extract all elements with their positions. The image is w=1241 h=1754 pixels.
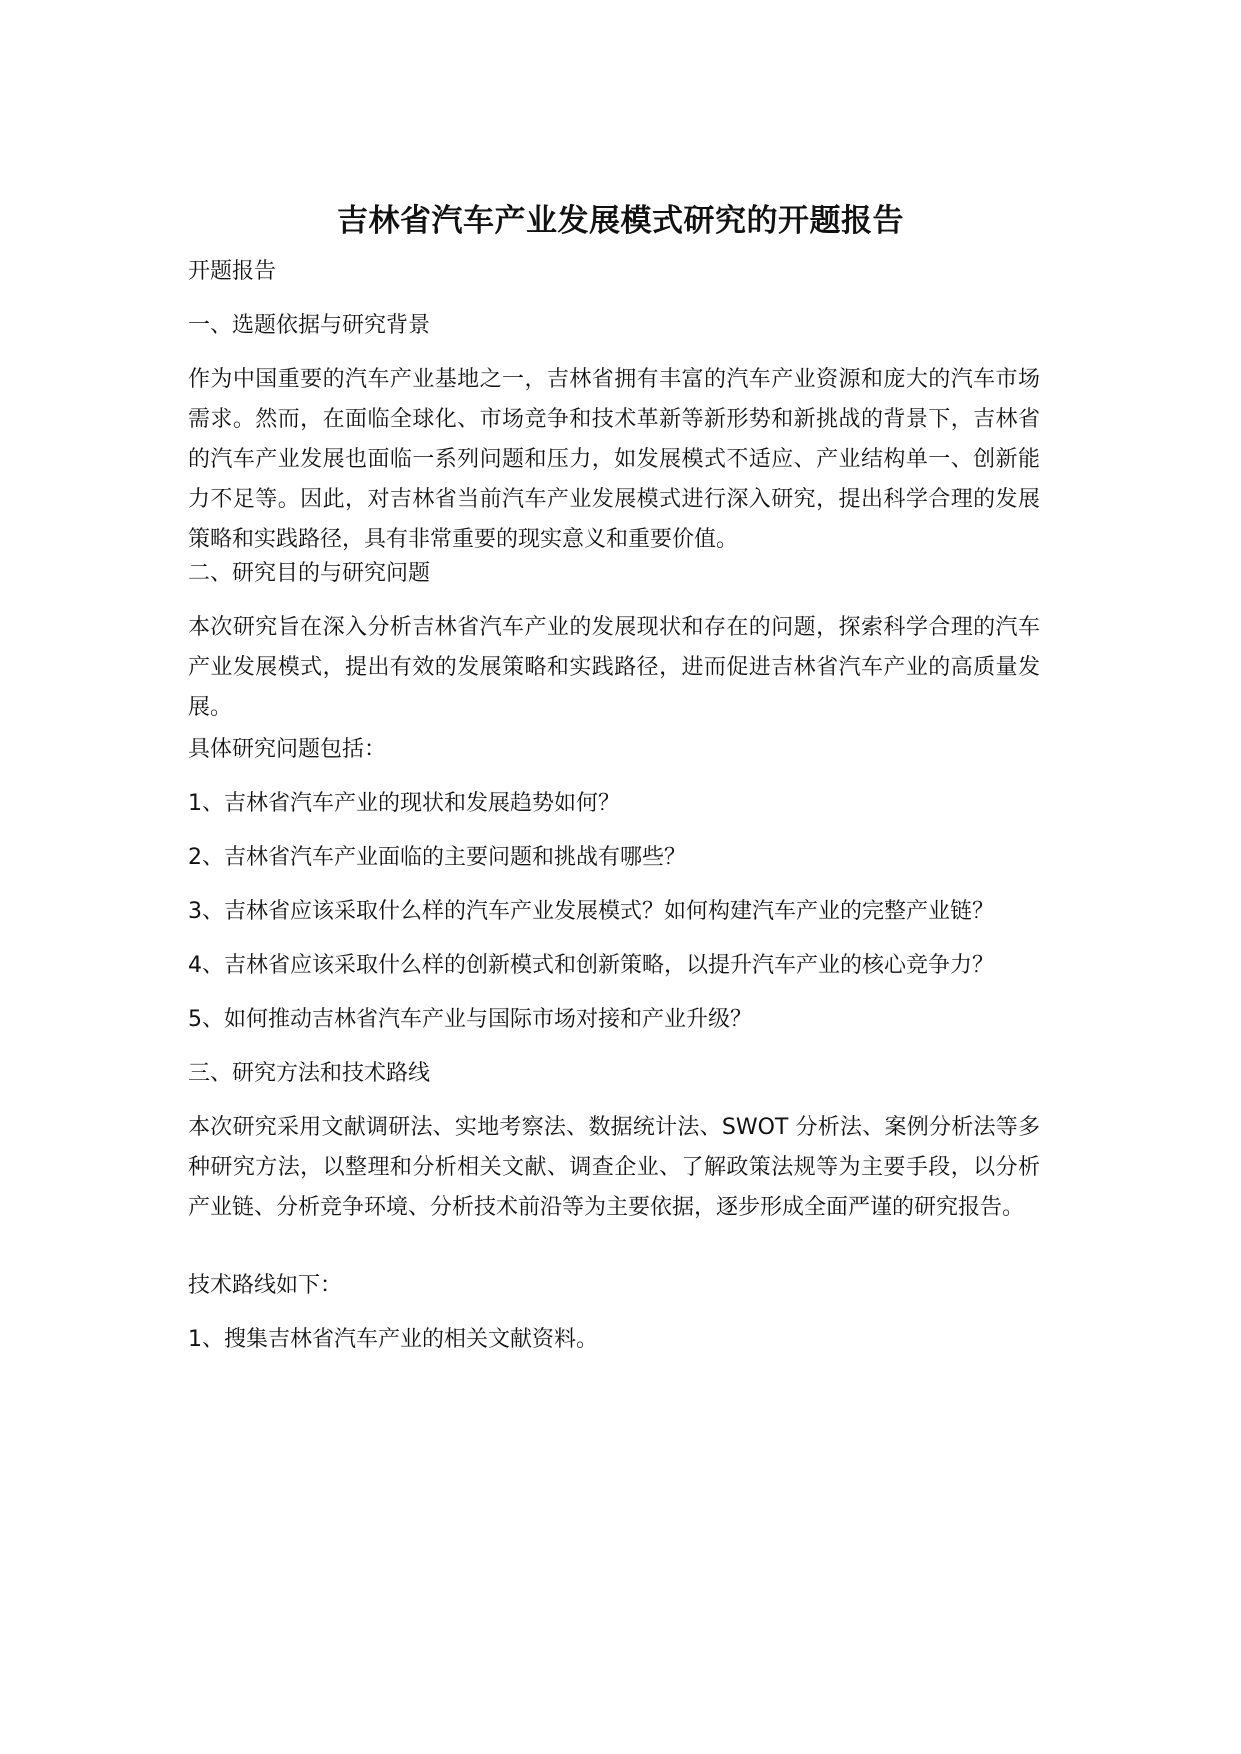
questions-intro: 具体研究问题包括： — [188, 737, 387, 762]
question-item: 1、吉林省汽车产业的现状和发展趋势如何？ — [188, 791, 620, 816]
question-item: 3、吉林省应该采取什么样的汽车产业发展模式？如何构建汽车产业的完整产业链？ — [188, 899, 994, 924]
section-paragraph-2: 本次研究旨在深入分析吉林省汽车产业的发展现状和存在的问题，探索科学合理的汽车产业发展模式，提出有效的发展策略和实践路径，进而促进吉林省汽车产业的高质量发展。 — [188, 615, 1040, 720]
question-item: 5、如何推动吉林省汽车产业与国际市场对接和产业升级？ — [188, 1007, 752, 1032]
section-paragraph-3: 本次研究采用文献调研法、实地考察法、数据统计法、SWOT 分析法、案例分析法等多种研究方法，以整理和分析相关文献、调查企业、了解政策法规等为主要手段，以分析产业链、分析竞争环境、分析技术前沿等为主要依据，逐步形成全面严谨的研究报告。 — [188, 1115, 1040, 1220]
section-heading-3: 三、研究方法和技术路线 — [188, 1061, 431, 1086]
route-step-item: 1、搜集吉林省汽车产业的相关文献资料。 — [188, 1327, 598, 1352]
route-intro: 技术路线如下： — [188, 1273, 343, 1298]
report-label: 开题报告 — [188, 259, 277, 284]
section-heading-1: 一、选题依据与研究背景 — [188, 313, 431, 338]
section-paragraph-1: 作为中国重要的汽车产业基地之一，吉林省拥有丰富的汽车产业资源和庞大的汽车市场需求。然而，在面临全球化、市场竞争和技术革新等新形势和新挑战的背景下，吉林省的汽车产业发展也面临一系列问题和压力，如发展模式不适应、产业结构单一、创新能力不足等。因此，对吉林省当前汽车产业发展模式进行深入研究，提出科学合理的发展策略和实践路径，具有非常重要的现实意义和重要价值。 — [188, 367, 1040, 552]
document-title: 吉林省汽车产业发展模式研究的开题报告 — [337, 202, 904, 239]
section-heading-2: 二、研究目的与研究问题 — [188, 561, 431, 586]
question-item: 4、吉林省应该采取什么样的创新模式和创新策略，以提升汽车产业的核心竞争力？ — [188, 953, 994, 978]
question-item: 2、吉林省汽车产业面临的主要问题和挑战有哪些？ — [188, 845, 686, 870]
